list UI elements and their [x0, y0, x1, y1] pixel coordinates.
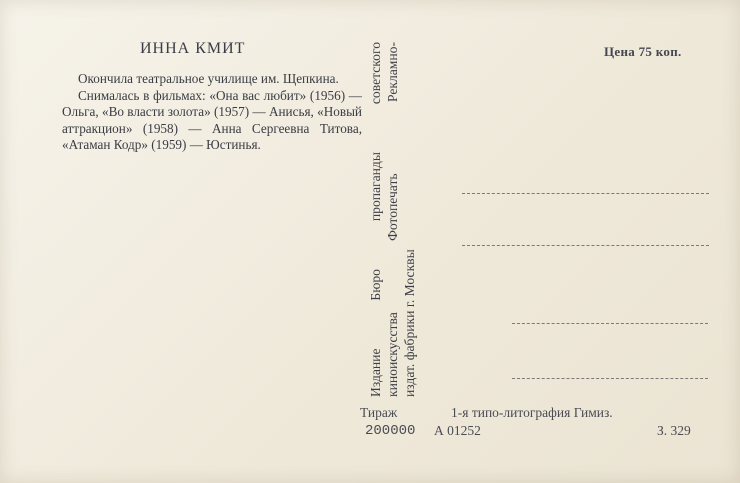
publisher-line-2: киноискусства Фотопечать Рекламно- — [385, 42, 400, 397]
publisher-line-3: издат. фабрики г. Москвы — [402, 249, 417, 397]
address-line — [462, 245, 709, 246]
order-number: З. 329 — [657, 423, 691, 438]
price-label: Цена 75 коп. — [604, 44, 682, 59]
biography — [62, 71, 362, 154]
publisher-imprint — [367, 42, 418, 397]
address-line — [462, 193, 709, 194]
printer-name: 1-я типо-литография Гимиз. — [451, 405, 613, 420]
tirazh-value: 200000 — [365, 423, 416, 439]
address-line — [512, 323, 708, 324]
publisher-line-1: Издание Бюро пропаганды советского — [368, 42, 383, 397]
bio-education: Окончила театральное училище им. Щепкина. — [78, 71, 339, 86]
catalog-code: А 01252 — [434, 423, 481, 438]
tirazh-label: Тираж — [360, 405, 398, 420]
bio-filmography: Снималась в фильмах: «Она вас любит» (1956) — Ольга, «Во власти золота» (1957) — Анисья, «Новый аттракцион» (1958) — Анна Сергеевна Титова, «Атаман Кодр» (1959) — Юстинья. — [62, 87, 362, 153]
address-line — [512, 378, 708, 379]
card-title: ИННА КМИТ — [140, 40, 246, 57]
